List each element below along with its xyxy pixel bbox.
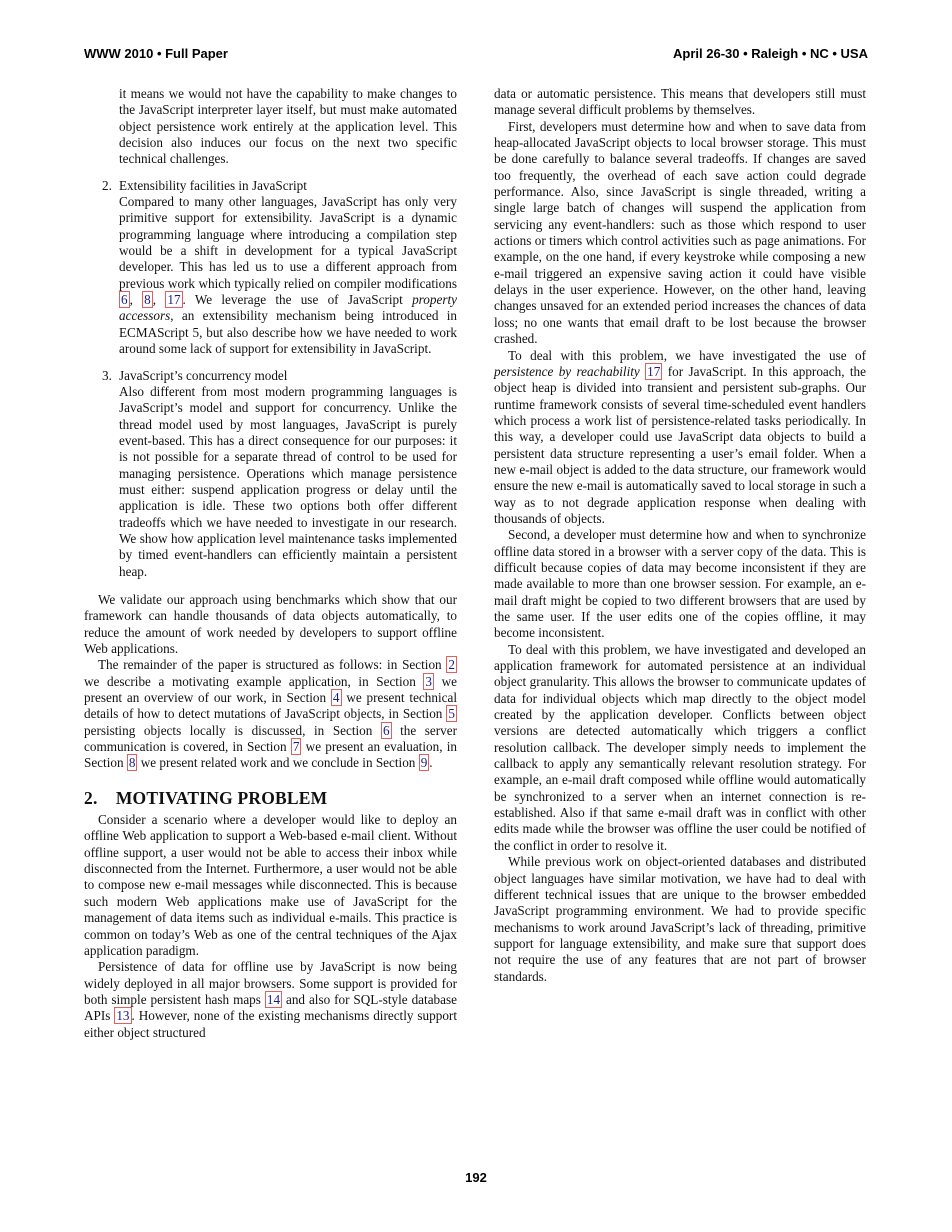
- conference-date-location: April 26-30 • Raleigh • NC • USA: [673, 46, 868, 61]
- text-run: for JavaScript. In this approach, the object heap is divided into transient and persistent sub-graphs. Our runtime framework consists of several time-scheduled event handlers which process a work list of persistence-related tasks periodically. In this way, a developer could use JavaScript data objects to build a persistent data structure representing a user’s email folder. When a new e-mail object is added to the data structure, our framework would ensure the new e-mail is automatically saved to local storage in such a way as to not degrade application response when dealing with thousands of objects.: [494, 363, 866, 526]
- text-run: persisting objects locally is discussed, in Section: [84, 722, 381, 738]
- section-link[interactable]: 6: [382, 722, 390, 738]
- citation-link[interactable]: 17: [647, 363, 661, 379]
- left-column: [84, 86, 457, 1041]
- list-item-title: Extensibility facilities in JavaScript: [119, 177, 307, 193]
- text-run: we present an overview of our work, in Section: [84, 673, 457, 706]
- text-run: . However, none of the existing mechanisms directly support either object structured: [84, 1008, 457, 1040]
- paragraph-persistence: [84, 959, 457, 1041]
- paragraph-first: First, developers must determine how and when to save data from heap-allocated JavaScript objects to local browser storage. This must be done carefully to balance several tradeoffs. If changes are saved too frequently, the overhead of each save action could degrade performance. Also, since JavaScript is single threaded, writing a single large batch of changes will suspend the application from servicing any event-handlers: such as those which respond to user actions or timers which control activities such as page animations. For example, on the one hand, if every keystroke while composing a new e-mail triggered an expensive saving action it could have visible delays in the user experience. However, on the other hand, leaving changes unsaved for an extended period increases the chances of data loss; no one wants that email draft to be lost because the browser crashed.: [494, 118, 866, 347]
- text-run: . We leverage the use of JavaScript: [182, 292, 413, 308]
- challenge-list: [84, 86, 457, 580]
- italic-term: persistence by reachability: [494, 363, 640, 379]
- paragraph-scenario: Consider a scenario where a developer would like to deploy an offline Web application to support a Web-based e-mail client. Without offline support, a user would not be able to access their inbox while disconnected from the Internet. Furthermore, a user would not be able to compose new e-mail messages while disconnected. This is because such modern Web applications make use of JavaScript for the management of data items such as individual e-mails. This practice is common on today’s Web as one of the central techniques of the Ajax application paradigm.: [84, 812, 457, 958]
- citation-link[interactable]: 17: [167, 292, 181, 308]
- list-item-1-continued: [84, 86, 457, 168]
- paragraph-remainder: [84, 657, 457, 771]
- text-run: Compared to many other languages, JavaScript has only very primitive support for extensibility. JavaScript is a dynamic programming language where introducing a compilation step would be a shift in development for a typical JavaScript developer. This has led us to use a different approach from previous work which typically relied on compiler modifications: [119, 194, 457, 291]
- section-link[interactable]: 9: [420, 755, 428, 771]
- list-item-3: [84, 368, 457, 580]
- text-run: we present related work and we conclude in Section: [137, 755, 419, 771]
- section-heading: 2. MOTIVATING PROBLEM: [84, 787, 328, 808]
- text-run: .: [429, 755, 433, 771]
- paragraph-validate: We validate our approach using benchmarks which show that our framework can handle thousands of data objects automatically, to reduce the amount of work needed by developers to support offline Web applications.: [84, 591, 457, 656]
- conference-label: WWW 2010 • Full Paper: [84, 46, 228, 61]
- list-item-body: Also different from most modern programming languages is JavaScript’s model and support for concurrency. Unlike the thread model used by most languages, JavaScript is purely event-based. This has a direct consequence for our purposes: it is not possible for a separate thread of control to be used for managing persistence. Operations which manage persistence must either: suspend application progress or delay until the application is idle. These two options both offer different tradeoffs which we have needed to investigate in our research. We show how application level maintenance tasks implemented by timed event-handlers can efficiently maintain a persistent heap.: [119, 383, 457, 579]
- section-link[interactable]: 8: [128, 755, 136, 771]
- paragraph-deal-framework: To deal with this problem, we have investigated and developed an application framework for automated persistence at an individual object granularity. This allows the browser to communicate updates of data for individual objects which map directly to the object model created by the application developer. Conflicts between object versions are detected automatically which triggers a conflict resolution callback. The developer simply needs to implement the callback to apply any semantically relevant resolution strategy. For example, an e-mail draft composed while offline would automatically be synchronized to a server when an internet connection is re-established. Also if that same e-mail draft was in conflict with other edits made while the browser was offline the user could be notified of the conflict in order to resolve it.: [494, 641, 866, 853]
- list-item-body: [119, 194, 457, 357]
- text-run: ,: [152, 292, 166, 308]
- citation-link[interactable]: 6: [121, 292, 128, 308]
- text-run: The remainder of the paper is structured as follows: in Section: [98, 657, 447, 673]
- paragraph-second: Second, a developer must determine how and when to synchronize offline data stored in a browser with a server copy of the data. This is difficult because copies of data may become inconsistent if they are made available to more than one browser session. For example, an e-mail draft might be copied to two different browsers that are used by the same user. If the user edits one of the copies offline, it may become inconsistent.: [494, 527, 866, 641]
- list-item-number: 2.: [102, 177, 112, 193]
- list-item-title: JavaScript’s concurrency model: [119, 367, 288, 383]
- page-number: 192: [465, 1170, 487, 1185]
- text-run: the server communication is covered, in Section: [84, 722, 457, 755]
- italic-term: property accessors: [119, 292, 457, 324]
- text-run: To deal with this problem, we have investigated the use of: [508, 347, 866, 363]
- paragraph-deal-reachability: [494, 348, 866, 528]
- section-link[interactable]: 7: [292, 739, 300, 755]
- text-run: and also for SQL-style database APIs: [84, 991, 457, 1024]
- paragraph-continued: data or automatic persistence. This means that developers still must manage several difficult problems by themselves.: [494, 86, 866, 118]
- list-item-body: it means we would not have the capability to make changes to the JavaScript interpreter layer itself, but must make automated object persistence work entirely at the application level. This decision also induces our focus on the next two specific technical challenges.: [119, 86, 457, 167]
- paragraph-previous-work: While previous work on object-oriented databases and distributed object languages have similar motivation, we have had to deal with different technical issues that are unique to the browser embedded JavaScript programming environment. We had to provide specific mechanisms to work around JavaScript’s lack of threading, primitive support for language extensibility, and make sure that support does not require the use of any features that are not part of browser standards.: [494, 854, 866, 984]
- list-item-2: [84, 178, 457, 358]
- text-run: we describe a motivating example application, in Section: [84, 673, 424, 689]
- text-run: we present an evaluation, in Section: [84, 739, 457, 771]
- text-run: ,: [129, 292, 143, 308]
- citation-link[interactable]: 13: [116, 1008, 130, 1024]
- section-link[interactable]: 5: [448, 706, 455, 722]
- citation-link[interactable]: 14: [266, 991, 281, 1007]
- section-link[interactable]: 3: [425, 673, 433, 689]
- section-link[interactable]: 2: [448, 657, 455, 673]
- text-run: Persistence of data for offline use by JavaScript is now being widely deployed in all major browsers. Some support is provided for both simple persistent hash maps: [84, 959, 457, 1007]
- text-run: we present technical details of how to detect mutations of JavaScript objects, in Section: [84, 690, 457, 722]
- citation-link[interactable]: 8: [144, 292, 151, 308]
- right-column: [494, 86, 866, 985]
- section-link[interactable]: 4: [332, 690, 340, 706]
- text-run: , an extensibility mechanism being introduced in ECMAScript 5, but also describe how we have needed to work around some lack of support for extensibility in JavaScript.: [119, 308, 457, 357]
- list-item-number: 3.: [102, 367, 112, 383]
